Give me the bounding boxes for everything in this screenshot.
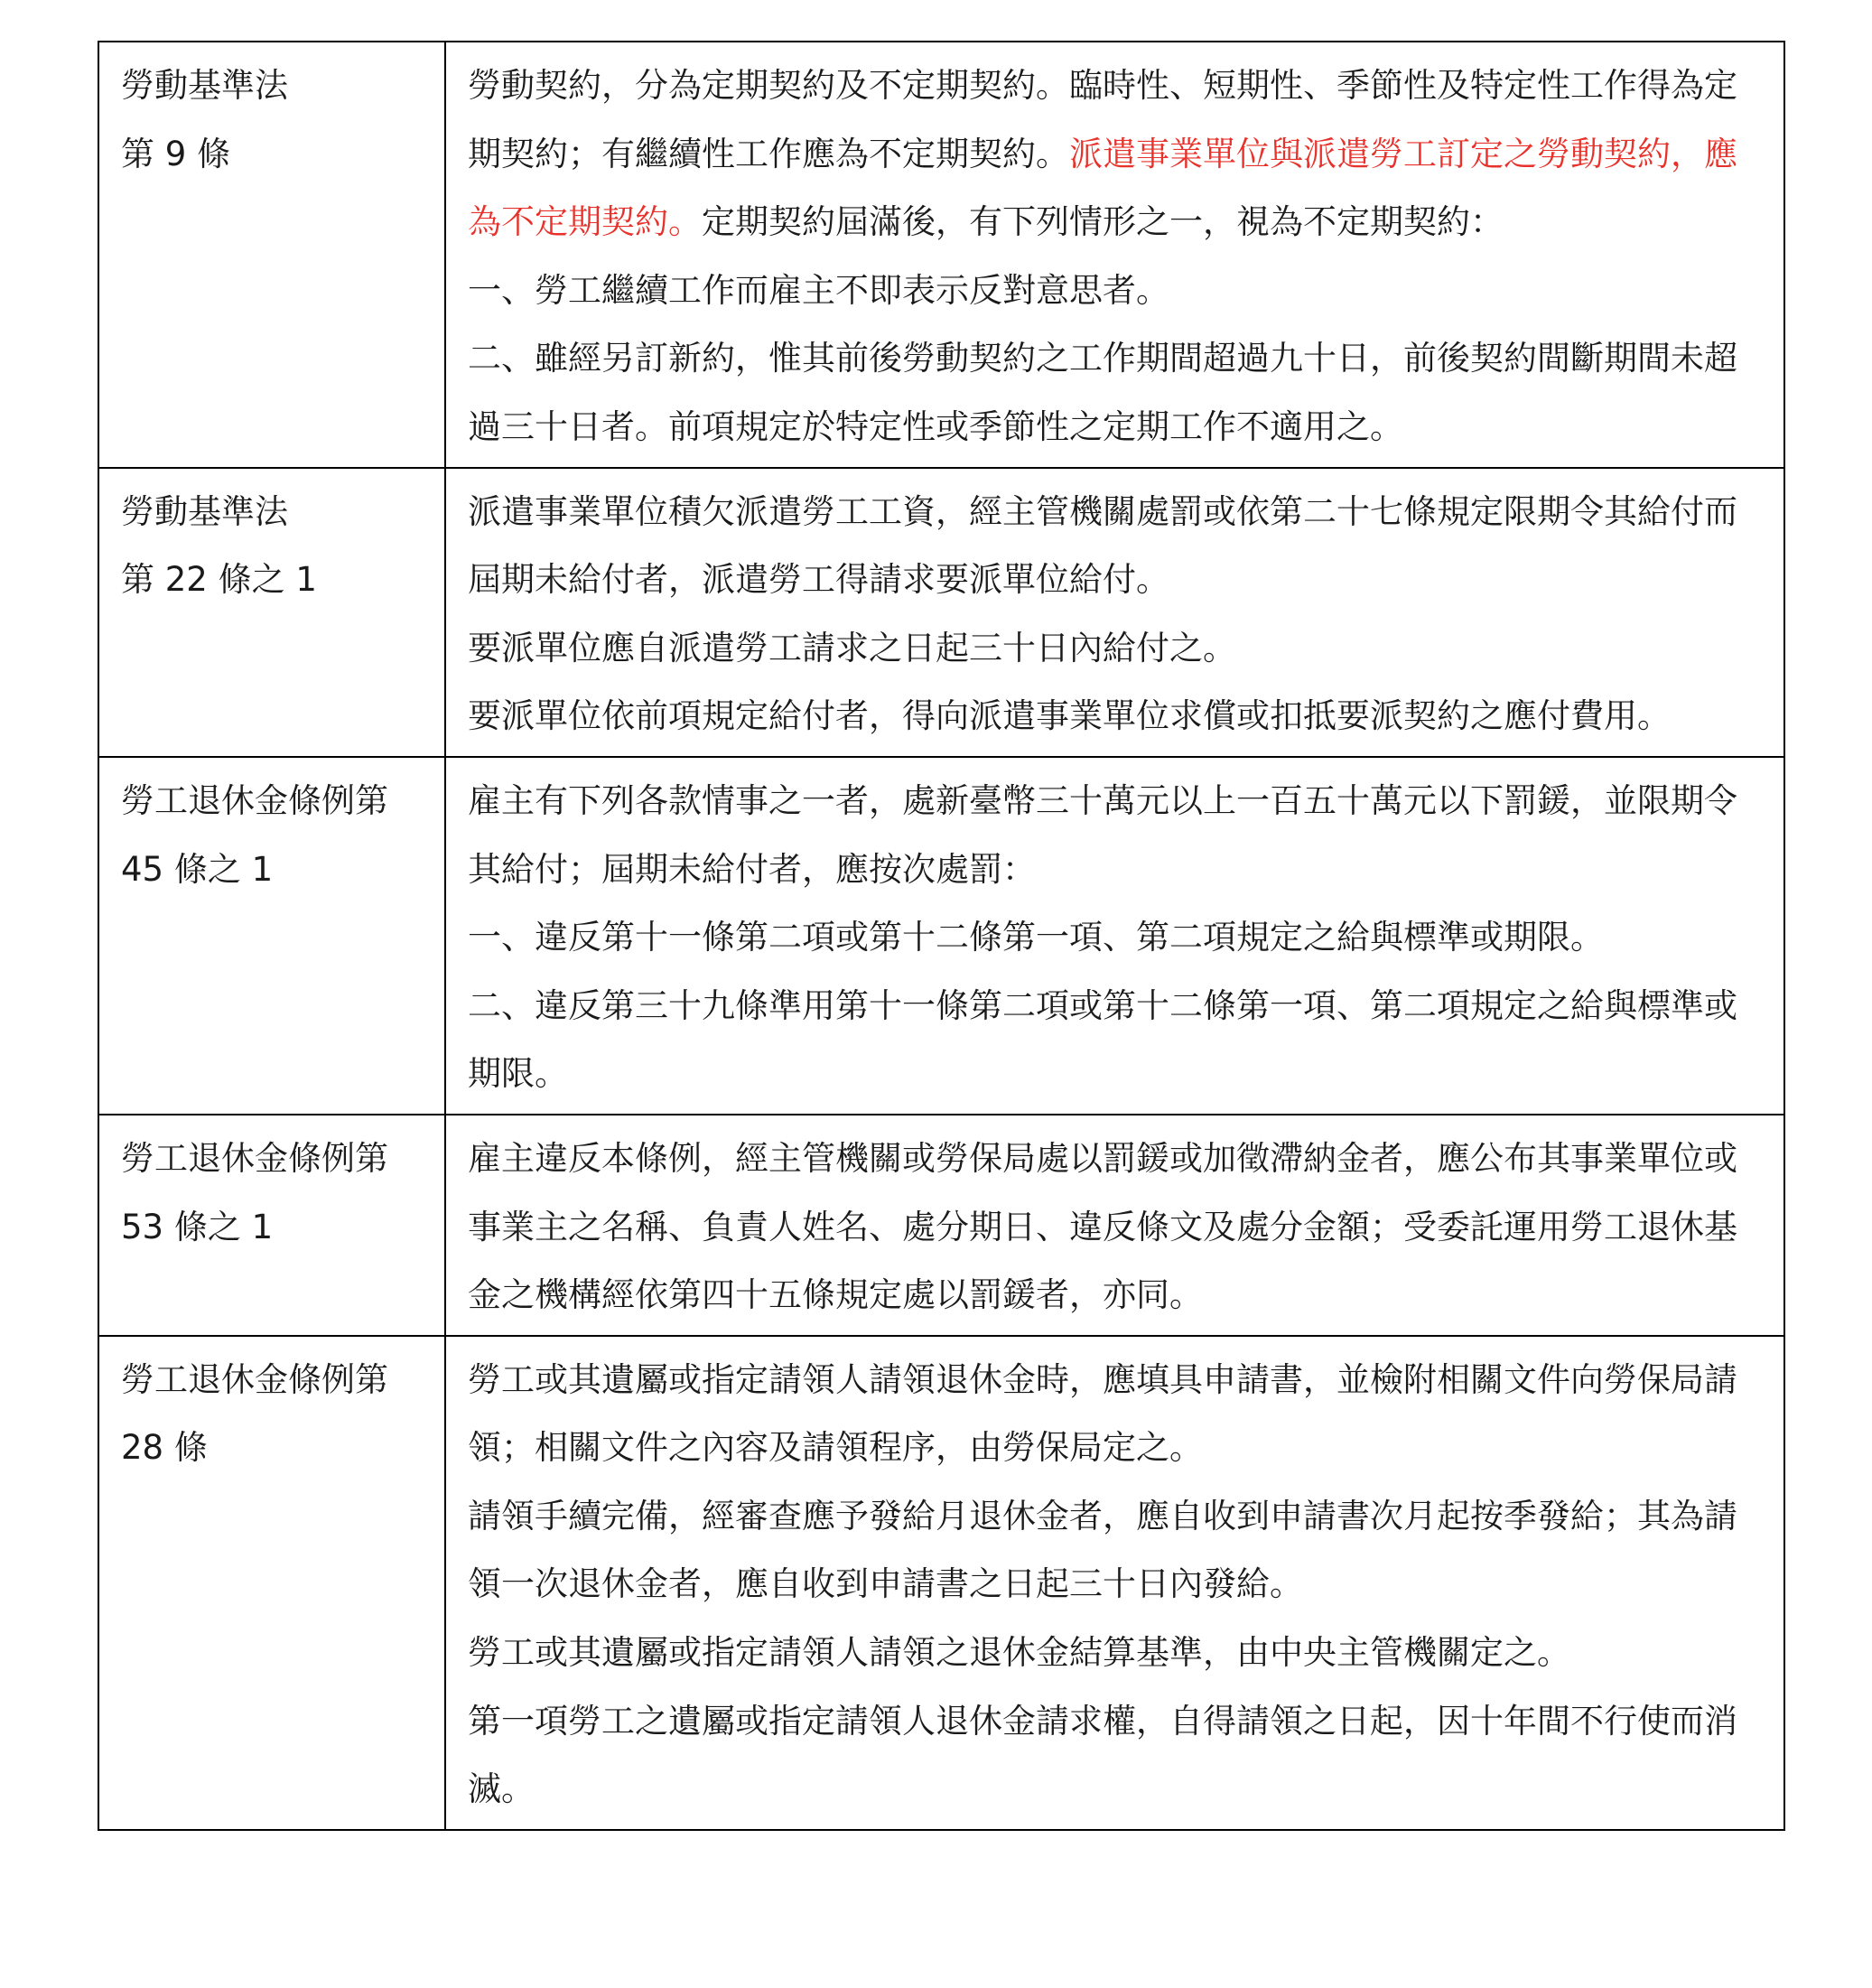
article-paragraph: 請領手續完備，經審查應予發給月退休金者，應自收到申請書次月起按季發給；其為請領一次退休金者，應自收到申請書之日起三十日內發給。 [468, 1496, 1737, 1604]
article-paragraph: 要派單位依前項規定給付者，得向派遣事業單位求償或扣抵要派契約之應付費用。 [468, 696, 1671, 736]
article-text-cell [445, 1115, 1784, 1336]
article-number: 45 條之 1 [121, 849, 274, 889]
article-law-name: 勞工退休金條例第 [121, 780, 388, 820]
article-paragraph: 第一項勞工之遺屬或指定請領人退休金請求權，自得請領之日起，因十年間不行使而消滅。 [468, 1701, 1737, 1809]
article-number: 第 9 條 [121, 134, 231, 173]
highlighted-text: 派遣事業單位與派遣勞工訂定之勞動契約，應為不定期契約。 [468, 134, 1737, 242]
article-law-name: 勞動基準法 [121, 66, 288, 105]
table-row [98, 468, 1784, 757]
article-number: 53 條之 1 [121, 1207, 274, 1246]
table-row [98, 757, 1784, 1115]
article-name-cell [98, 1336, 445, 1830]
article-paragraph [468, 51, 1765, 257]
table-row [98, 1115, 1784, 1336]
article-paragraph: 勞工或其遺屬或指定請領人請領退休金時，應填具申請書，並檢附相關文件向勞保局請領；相關文件之內容及請領程序，由勞保局定之。 [468, 1359, 1737, 1468]
article-text-cell [445, 468, 1784, 757]
article-paragraph: 勞工或其遺屬或指定請領人請領之退休金結算基準，由中央主管機關定之。 [468, 1633, 1570, 1673]
article-text-cell [445, 1336, 1784, 1830]
article-text-cell [445, 757, 1784, 1115]
article-paragraph: 二、違反第三十九條準用第十一條第二項或第十二條第一項、第二項規定之給與標準或期限。 [468, 985, 1737, 1094]
article-paragraph: 派遣事業單位積欠派遣勞工工資，經主管機關處罰或依第二十七條規定限期令其給付而屆期未給付者，派遣勞工得請求要派單位給付。 [468, 491, 1737, 600]
table-row [98, 1336, 1784, 1830]
paragraph-text: 定期契約屆滿後，有下列情形之一，視為不定期契約： [702, 202, 1504, 242]
article-law-name: 勞工退休金條例第 [121, 1359, 388, 1399]
article-name-cell [98, 757, 445, 1115]
article-law-name: 勞動基準法 [121, 491, 288, 531]
article-number: 28 條 [121, 1428, 208, 1468]
paragraph-text: 勞動契約，分為定期契約及不定期契約。臨時性、短期性、季節性及特定性工作得為定期契約；有繼續性工作應為不定期契約。 [468, 66, 1737, 173]
article-paragraph: 雇主有下列各款情事之一者，處新臺幣三十萬元以上一百五十萬元以下罰鍰，並限期令其給付；屆期未給付者，應按次處罰： [468, 780, 1737, 889]
article-paragraph: 雇主違反本條例，經主管機關或勞保局處以罰鍰或加徵滯納金者，應公布其事業單位或事業主之名稱、負責人姓名、處分期日、違反條文及處分金額；受委託運用勞工退休基金之機構經依第四十五條規定處以罰鍰者，亦同。 [468, 1138, 1737, 1315]
article-paragraph: 要派單位應自派遣勞工請求之日起三十日內給付之。 [468, 628, 1236, 667]
article-name-cell [98, 42, 445, 468]
article-name-cell [98, 1115, 445, 1336]
table-row [98, 42, 1784, 468]
article-paragraph: 一、勞工繼續工作而雇主不即表示反對意思者。 [468, 270, 1169, 310]
article-paragraph: 二、雖經另訂新約，惟其前後勞動契約之工作期間超過九十日，前後契約間斷期間未超過三十日者。前項規定於特定性或季節性之定期工作不適用之。 [468, 339, 1737, 446]
article-name-cell [98, 468, 445, 757]
article-text-cell [445, 42, 1784, 468]
article-paragraph: 一、違反第十一條第二項或第十二條第一項、第二項規定之給與標準或期限。 [468, 918, 1604, 957]
article-law-name: 勞工退休金條例第 [121, 1138, 388, 1178]
law-articles-table [98, 41, 1785, 1831]
article-number: 第 22 條之 1 [121, 560, 317, 600]
